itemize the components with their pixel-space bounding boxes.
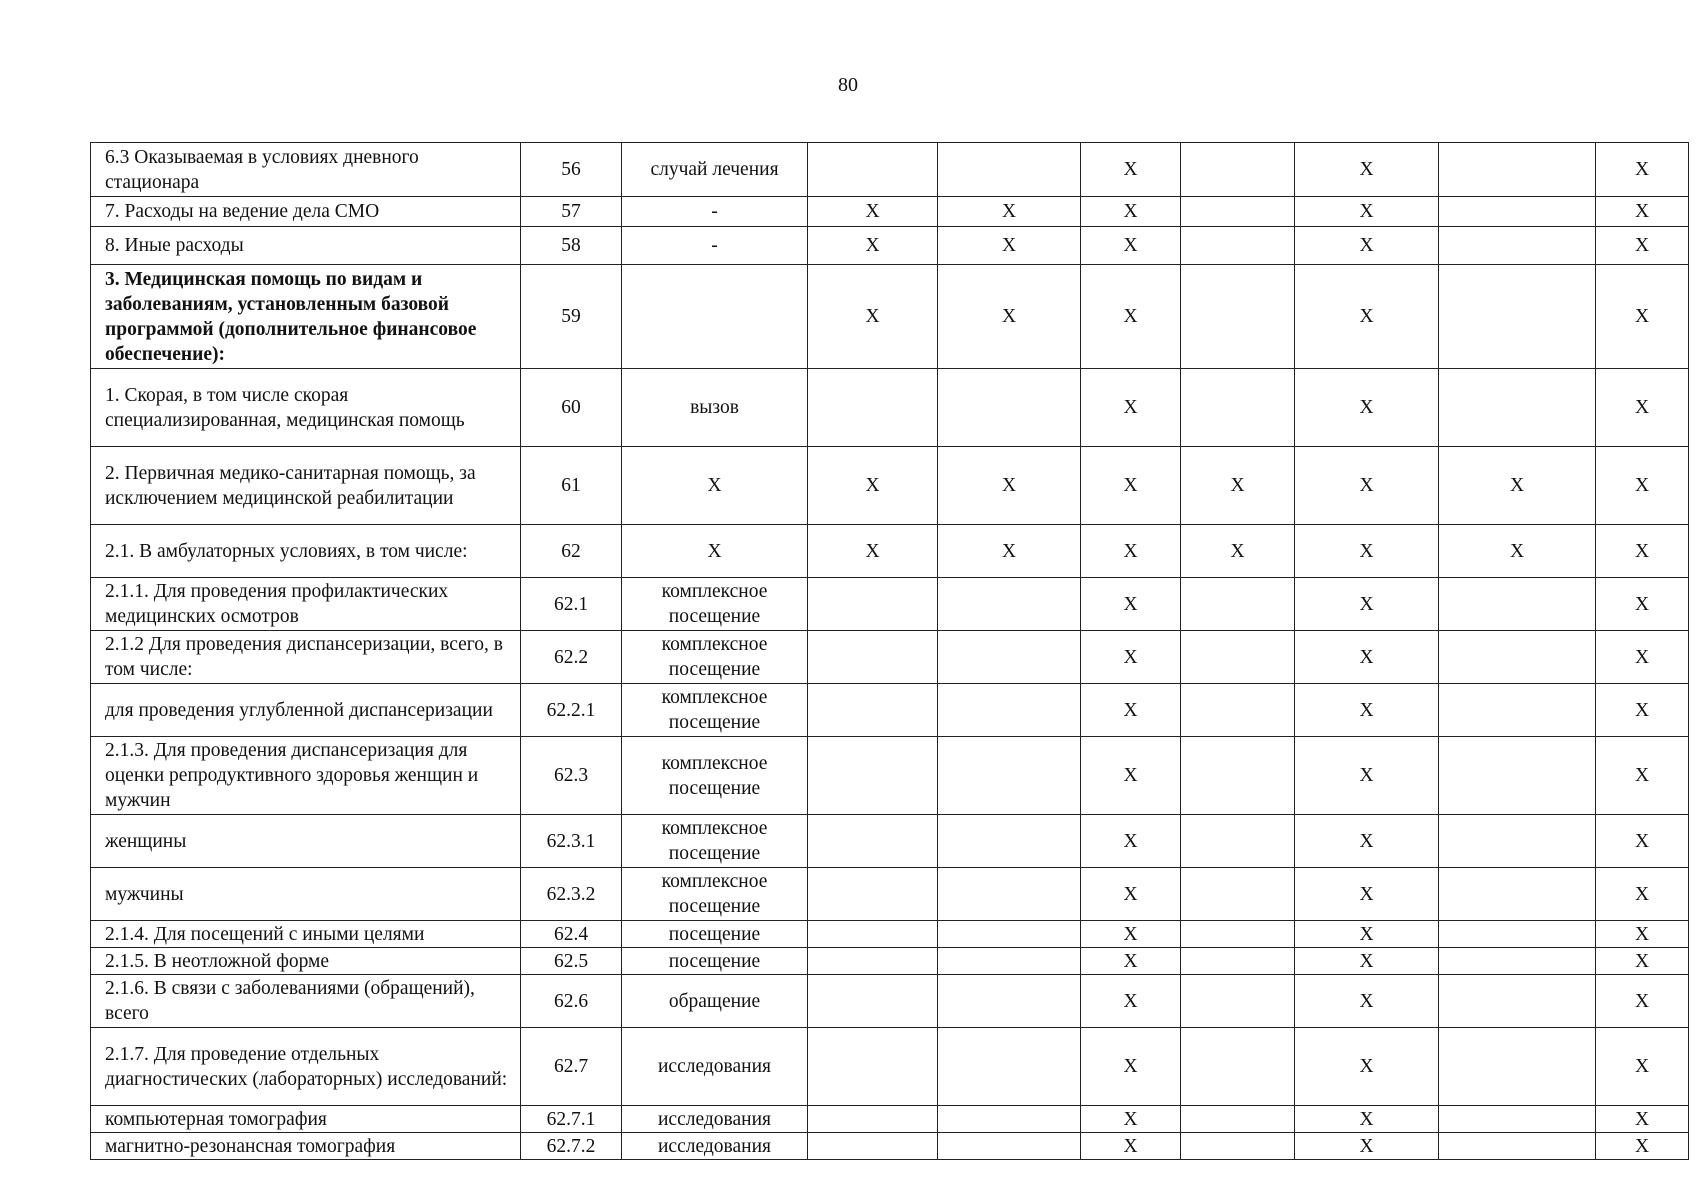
table-row (91, 197, 1689, 227)
row-unit-cell: посещение (622, 948, 808, 975)
value-cell (1439, 684, 1596, 737)
value-cell (1439, 197, 1596, 227)
table-row (91, 948, 1689, 975)
value-cell (808, 684, 938, 737)
value-cell: X (1596, 948, 1689, 975)
row-code-cell: 62 (521, 525, 622, 578)
value-cell: X (1081, 143, 1181, 197)
row-name-cell: 2.1.3. Для проведения диспансеризация для оценки репродуктивного здоровья женщин и мужчин (91, 737, 521, 815)
row-unit-cell: комплексное посещение (622, 868, 808, 921)
value-cell (1439, 631, 1596, 684)
row-name-cell: 3. Медицинская помощь по видам и заболеваниям, установленным базовой программой (дополнительное финансовое обеспечение): (91, 265, 521, 369)
value-cell: X (1596, 921, 1689, 948)
value-cell: X (1295, 815, 1439, 868)
value-cell (1439, 948, 1596, 975)
row-unit-cell: обращение (622, 975, 808, 1028)
table-row (91, 1133, 1689, 1160)
value-cell: X (1081, 737, 1181, 815)
table-row (91, 578, 1689, 631)
row-name-cell: 2.1.5. В неотложной форме (91, 948, 521, 975)
value-cell (808, 1133, 938, 1160)
table-row (91, 631, 1689, 684)
value-cell (1181, 227, 1295, 265)
value-cell (1439, 578, 1596, 631)
value-cell (808, 578, 938, 631)
row-name-cell: для проведения углубленной диспансеризации (91, 684, 521, 737)
value-cell (1181, 1106, 1295, 1133)
value-cell: X (1295, 921, 1439, 948)
row-unit-cell: - (622, 227, 808, 265)
row-name-cell: мужчины (91, 868, 521, 921)
row-code-cell: 57 (521, 197, 622, 227)
value-cell (1439, 868, 1596, 921)
value-cell (808, 1028, 938, 1106)
value-cell (1181, 369, 1295, 447)
table-row (91, 737, 1689, 815)
value-cell: X (1181, 525, 1295, 578)
value-cell (938, 737, 1081, 815)
value-cell (938, 1028, 1081, 1106)
value-cell (938, 1106, 1081, 1133)
row-code-cell: 62.3.1 (521, 815, 622, 868)
value-cell (808, 1106, 938, 1133)
value-cell (938, 684, 1081, 737)
value-cell: X (1596, 578, 1689, 631)
value-cell: X (1295, 1028, 1439, 1106)
row-name-cell: 2.1.2 Для проведения диспансеризации, всего, в том числе: (91, 631, 521, 684)
value-cell: X (1295, 578, 1439, 631)
row-unit-cell: X (622, 525, 808, 578)
value-cell (1439, 975, 1596, 1028)
row-unit-cell: случай лечения (622, 143, 808, 197)
value-cell: X (1596, 197, 1689, 227)
value-cell: X (1295, 197, 1439, 227)
row-name-cell: женщины (91, 815, 521, 868)
row-unit-cell: комплексное посещение (622, 631, 808, 684)
value-cell: X (1081, 265, 1181, 369)
value-cell: X (808, 525, 938, 578)
value-cell (1181, 265, 1295, 369)
value-cell (938, 948, 1081, 975)
value-cell: X (938, 227, 1081, 265)
table-row (91, 975, 1689, 1028)
row-code-cell: 62.1 (521, 578, 622, 631)
value-cell (1439, 1106, 1596, 1133)
row-name-cell: 2.1.1. Для проведения профилактических медицинских осмотров (91, 578, 521, 631)
value-cell (1181, 631, 1295, 684)
value-cell: X (938, 525, 1081, 578)
value-cell (938, 143, 1081, 197)
value-cell: X (1596, 868, 1689, 921)
value-cell: X (1295, 975, 1439, 1028)
value-cell (1181, 975, 1295, 1028)
value-cell (808, 631, 938, 684)
value-cell (1439, 815, 1596, 868)
value-cell: X (1596, 631, 1689, 684)
value-cell: X (1081, 868, 1181, 921)
row-unit-cell: вызов (622, 369, 808, 447)
value-cell: X (1295, 227, 1439, 265)
value-cell: X (1295, 265, 1439, 369)
row-unit-cell: исследования (622, 1106, 808, 1133)
value-cell: X (1295, 737, 1439, 815)
row-code-cell: 61 (521, 447, 622, 525)
value-cell (938, 1133, 1081, 1160)
value-cell (1439, 143, 1596, 197)
value-cell (1181, 1028, 1295, 1106)
table-row (91, 815, 1689, 868)
value-cell: X (1295, 1133, 1439, 1160)
value-cell: X (1081, 369, 1181, 447)
value-cell: X (1081, 197, 1181, 227)
value-cell: X (1596, 1106, 1689, 1133)
value-cell (1181, 948, 1295, 975)
value-cell: X (1596, 447, 1689, 525)
value-cell: X (1439, 447, 1596, 525)
row-name-cell: 2.1. В амбулаторных условиях, в том числе: (91, 525, 521, 578)
value-cell: X (1596, 815, 1689, 868)
row-unit-cell: исследования (622, 1133, 808, 1160)
table-row (91, 525, 1689, 578)
value-cell: X (938, 447, 1081, 525)
value-cell: X (808, 197, 938, 227)
value-cell: X (1081, 921, 1181, 948)
row-code-cell: 62.3 (521, 737, 622, 815)
row-name-cell: 6.3 Оказываемая в условиях дневного стационара (91, 143, 521, 197)
row-unit-cell: комплексное посещение (622, 684, 808, 737)
row-code-cell: 62.7.1 (521, 1106, 622, 1133)
value-cell (1181, 737, 1295, 815)
table-row (91, 1028, 1689, 1106)
value-cell: X (1081, 975, 1181, 1028)
value-cell: X (1081, 631, 1181, 684)
value-cell (1439, 369, 1596, 447)
row-unit-cell: X (622, 447, 808, 525)
value-cell (938, 868, 1081, 921)
value-cell (808, 815, 938, 868)
row-code-cell: 58 (521, 227, 622, 265)
value-cell (1439, 921, 1596, 948)
value-cell: X (938, 197, 1081, 227)
value-cell: X (1081, 948, 1181, 975)
value-cell (808, 921, 938, 948)
row-name-cell: 2.1.6. В связи с заболеваниями (обращений), всего (91, 975, 521, 1028)
row-unit-cell: комплексное посещение (622, 737, 808, 815)
value-cell: X (1596, 525, 1689, 578)
value-cell (938, 369, 1081, 447)
row-code-cell: 62.2 (521, 631, 622, 684)
table-row (91, 1106, 1689, 1133)
value-cell: X (1295, 447, 1439, 525)
value-cell (808, 369, 938, 447)
value-cell (938, 975, 1081, 1028)
row-name-cell: 7. Расходы на ведение дела СМО (91, 197, 521, 227)
row-unit-cell: исследования (622, 1028, 808, 1106)
value-cell (1181, 578, 1295, 631)
table-row (91, 227, 1689, 265)
value-cell: X (808, 447, 938, 525)
row-unit-cell (622, 265, 808, 369)
value-cell (1181, 868, 1295, 921)
value-cell (1181, 684, 1295, 737)
value-cell (808, 143, 938, 197)
value-cell: X (1596, 265, 1689, 369)
row-code-cell: 62.5 (521, 948, 622, 975)
value-cell (1439, 1133, 1596, 1160)
value-cell: X (1596, 227, 1689, 265)
value-cell (808, 868, 938, 921)
value-cell: X (1081, 1133, 1181, 1160)
table-row (91, 868, 1689, 921)
value-cell: X (1081, 1028, 1181, 1106)
table-row (91, 921, 1689, 948)
row-code-cell: 60 (521, 369, 622, 447)
table-row (91, 143, 1689, 197)
data-table (90, 142, 1689, 1160)
value-cell: X (1596, 143, 1689, 197)
table-row (91, 447, 1689, 525)
value-cell (938, 815, 1081, 868)
value-cell (1181, 197, 1295, 227)
row-code-cell: 62.3.2 (521, 868, 622, 921)
row-code-cell: 59 (521, 265, 622, 369)
value-cell (1439, 227, 1596, 265)
value-cell (938, 578, 1081, 631)
row-code-cell: 56 (521, 143, 622, 197)
value-cell: X (1596, 1133, 1689, 1160)
value-cell: X (1081, 578, 1181, 631)
value-cell: X (1596, 737, 1689, 815)
row-code-cell: 62.2.1 (521, 684, 622, 737)
value-cell: X (1295, 868, 1439, 921)
value-cell: X (938, 265, 1081, 369)
value-cell (1439, 737, 1596, 815)
table-row (91, 684, 1689, 737)
value-cell: X (1596, 1028, 1689, 1106)
value-cell (938, 631, 1081, 684)
value-cell: X (808, 227, 938, 265)
value-cell (1181, 143, 1295, 197)
value-cell (808, 948, 938, 975)
value-cell: X (1295, 525, 1439, 578)
value-cell: X (1081, 684, 1181, 737)
row-unit-cell: комплексное посещение (622, 578, 808, 631)
value-cell: X (1181, 447, 1295, 525)
value-cell: X (1295, 631, 1439, 684)
row-unit-cell: посещение (622, 921, 808, 948)
row-name-cell: компьютерная томография (91, 1106, 521, 1133)
value-cell: X (1295, 143, 1439, 197)
value-cell: X (1295, 684, 1439, 737)
value-cell: X (1295, 369, 1439, 447)
value-cell: X (1081, 815, 1181, 868)
value-cell: X (1295, 948, 1439, 975)
value-cell (1181, 1133, 1295, 1160)
value-cell: X (1596, 369, 1689, 447)
value-cell: X (1439, 525, 1596, 578)
value-cell: X (1596, 975, 1689, 1028)
table-row (91, 265, 1689, 369)
row-name-cell: 1. Скорая, в том числе скорая специализированная, медицинская помощь (91, 369, 521, 447)
value-cell (938, 921, 1081, 948)
value-cell (808, 737, 938, 815)
value-cell: X (808, 265, 938, 369)
row-name-cell: 8. Иные расходы (91, 227, 521, 265)
row-unit-cell: комплексное посещение (622, 815, 808, 868)
row-code-cell: 62.4 (521, 921, 622, 948)
value-cell (1439, 265, 1596, 369)
row-name-cell: 2. Первичная медико-санитарная помощь, за исключением медицинской реабилитации (91, 447, 521, 525)
page-number: 80 (838, 74, 858, 96)
value-cell: X (1596, 684, 1689, 737)
value-cell: X (1081, 227, 1181, 265)
row-name-cell: 2.1.7. Для проведение отдельных диагностических (лабораторных) исследований: (91, 1028, 521, 1106)
row-name-cell: 2.1.4. Для посещений с иными целями (91, 921, 521, 948)
value-cell (1181, 815, 1295, 868)
table-row (91, 369, 1689, 447)
value-cell: X (1295, 1106, 1439, 1133)
row-code-cell: 62.6 (521, 975, 622, 1028)
row-name-cell: магнитно-резонансная томография (91, 1133, 521, 1160)
row-code-cell: 62.7 (521, 1028, 622, 1106)
value-cell (1439, 1028, 1596, 1106)
row-code-cell: 62.7.2 (521, 1133, 622, 1160)
value-cell: X (1081, 1106, 1181, 1133)
value-cell: X (1081, 447, 1181, 525)
value-cell: X (1081, 525, 1181, 578)
row-unit-cell: - (622, 197, 808, 227)
value-cell (1181, 921, 1295, 948)
value-cell (808, 975, 938, 1028)
